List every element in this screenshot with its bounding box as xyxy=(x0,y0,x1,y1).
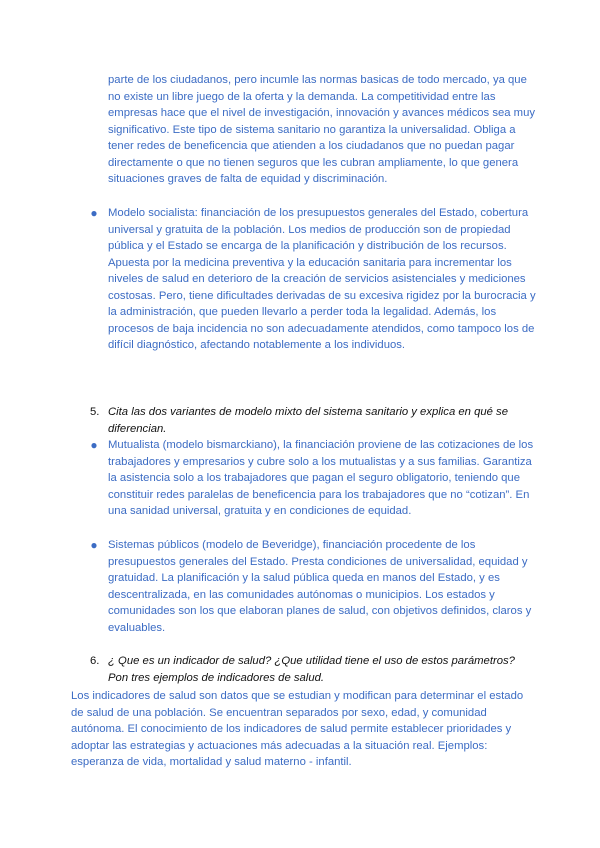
bullet-text: Mutualista (modelo bismarckiano), la financiación proviene de las cotizaciones de los trabajadores y empresarios y cubre solo a los mutualistas y a sus familias. Garantiza la asistencia solo a los trabajadores que pagan el seguro obligatorio, teniendo que constituir redes paralelas de beneficencia para los trabajadores que no “cotizan”. En una sanidad universal, gratuita y en condiciones de equidad. xyxy=(108,439,534,517)
question-text: ¿ Que es un indicador de salud? ¿Que utilidad tiene el uso de estos parámetros? Pon tres ejemplos de indicadores de salud. xyxy=(108,655,515,684)
answer-6-paragraph: Los indicadores de salud son datos que se estudian y modifican para determinar el estado de salud de una población. Se encuentran separados por sexo, edad, y comunidad autónoma. El conocimiento de los indicadores de salud permite establecer prioridades y adoptar las estrategias y actuaciones más adecuadas a la situación real. Ejemplos: esperanza de vida, mortalidad y salud materno - infantil. xyxy=(71,690,524,768)
bullet-text: Modelo socialista: financiación de los presupuestos generales del Estado, cobertura universal y gratuita de la población. Los medios de producción son de propiedad pública y el Estado se encarga de la planificación y distribución de los recursos. xyxy=(108,207,529,252)
question-5 xyxy=(90,404,538,437)
bullet-text: Sistemas públicos (modelo de Beveridge), financiación procedente de los presupuestos generales del Estado. Presta condiciones de universalidad, equidad y gratuidad. La planificación y la salud pública queda en manos del Estado, y es descentralizada, en las comunidades autónomas o municipios. Los estados y comunidades son los que elaboran planes de salud, con objetivos definidos, claros y evaluables. xyxy=(108,539,532,634)
bullet-text-continued: Apuesta por la medicina preventiva y la educación sanitaria para incrementar los niveles de salud en deterioro de la creación de servicios asistenciales y mediciones costosas. Pero, tiene dificultades derivadas de su excesiva rigidez por la burocracia y la administración, que pueden llevarlo a perder toda la legalidad. Además, los procesos de baja incidencia no son adecuadamente atendidos, como tampoco los de difícil diagnóstico, afectando notablemente a los individuos. xyxy=(108,256,536,351)
bullet-icon: ● xyxy=(90,538,98,552)
question-number: 6. xyxy=(90,655,100,667)
list-item-sistemas-publicos xyxy=(90,537,538,636)
question-6 xyxy=(90,653,538,686)
list-item-modelo-socialista xyxy=(90,205,538,354)
bullet-icon: ● xyxy=(90,206,98,220)
bullet-icon: ● xyxy=(90,438,98,452)
question-number: 5. xyxy=(90,406,100,418)
list-item-mutualista xyxy=(90,437,538,520)
paragraph-continuation: parte de los ciudadanos, pero incumle las normas basicas de todo mercado, ya que no existe un libre juego de la oferta y la demanda. La competitividad entre las empresas hace que el nivel de investigación, innovación y avances médicos sea muy significativo. Este tipo de sistema sanitario no garantiza la universalidad. Obliga a tener redes de beneficencia que atienden a los ciudadanos que no puedan pagar directamente o que no tienen seguros que les cubran ampliamente, lo que genera situaciones graves de falta de equidad y discriminación. xyxy=(108,74,536,185)
question-text: Cita las dos variantes de modelo mixto del sistema sanitario y explica en qué se diferencian. xyxy=(108,406,508,435)
